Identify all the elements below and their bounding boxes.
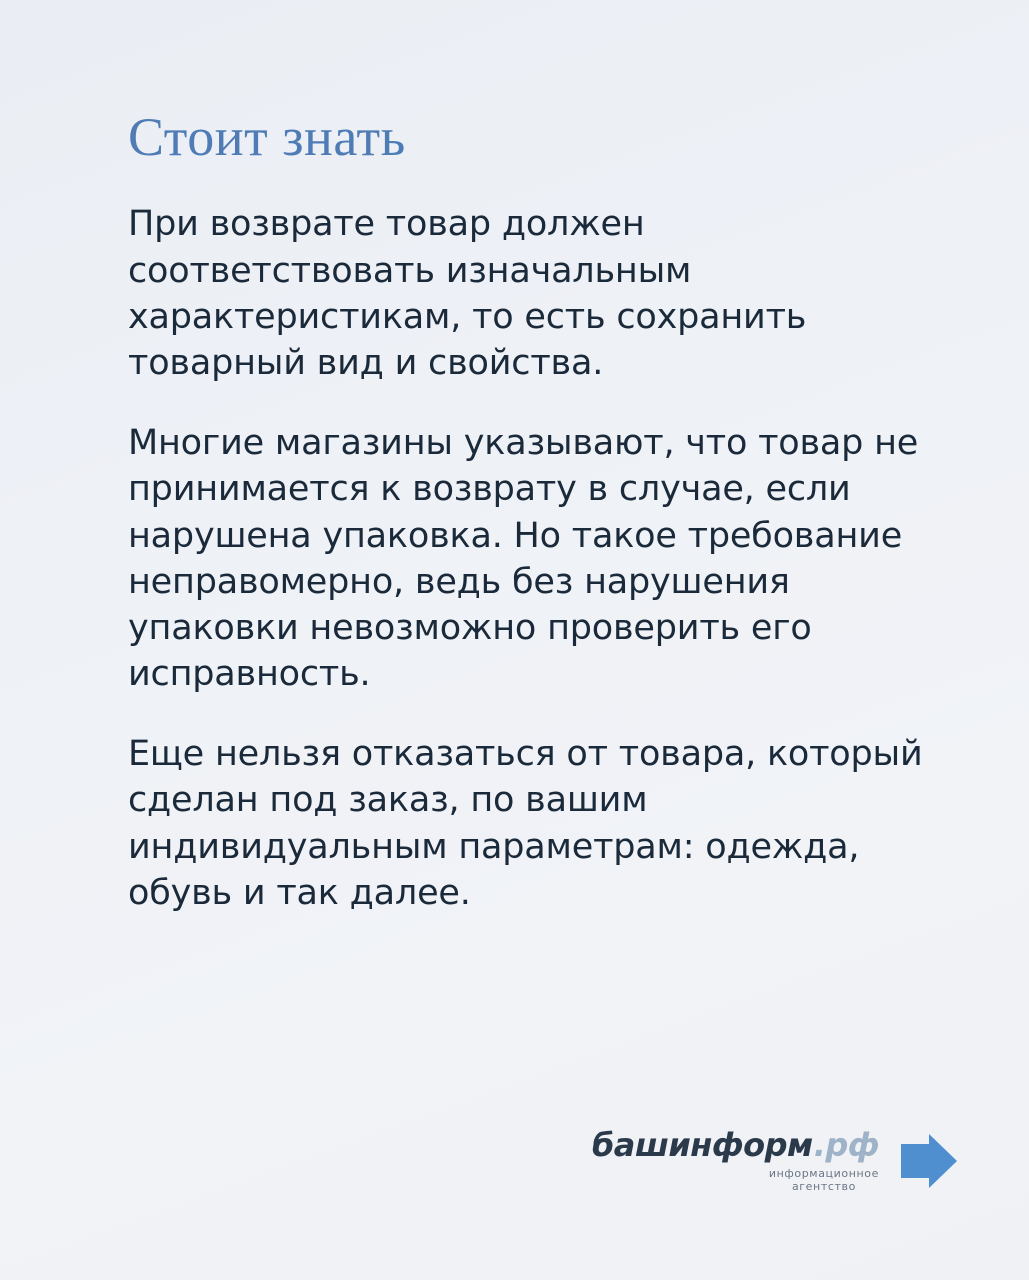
logo-domain: .рф	[813, 1125, 879, 1164]
brand-logo[interactable]	[591, 1125, 963, 1195]
text-content	[128, 108, 948, 916]
logo-subtitle-line-1: информационное	[768, 1166, 879, 1180]
logo-subtitle	[769, 1167, 879, 1195]
logo-text	[591, 1125, 879, 1195]
logo-wordmark	[591, 1125, 879, 1164]
paragraph-3: Еще нельзя отказаться от товара, который сделан под заказ, по вашим индивидуальным параметрам: одежда, обувь и так далее.	[128, 734, 923, 913]
arrow-right-icon	[891, 1130, 963, 1192]
page-title: Стоит знать	[128, 107, 406, 167]
paragraph-1: При возврате товар должен соответствовать изначальным характеристикам, то есть сохранить товарный вид и свойства.	[128, 204, 807, 383]
paragraph-2: Многие магазины указывают, что товар не принимается к возврату в случае, если нарушена упаковка. Но такое требование неправомерно, ведь без нарушения упаковки невозможно проверить его исправность.	[128, 423, 919, 695]
logo-subtitle-line-2: агентство	[791, 1180, 856, 1194]
logo-word: башинформ	[591, 1125, 813, 1164]
